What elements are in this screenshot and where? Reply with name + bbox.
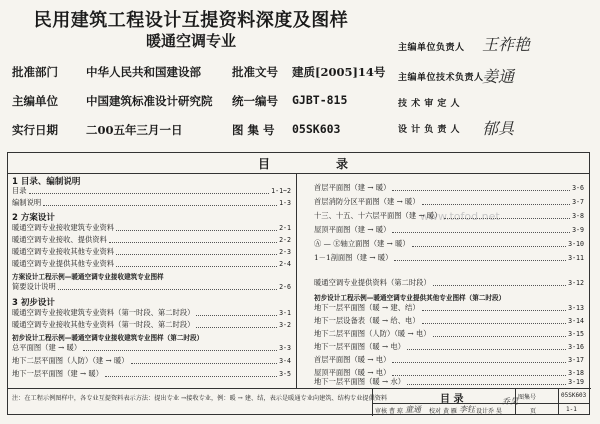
toc-row[interactable]: 暖通空调专业接收其他专业资料 2-3 (12, 246, 291, 256)
watermark: www.tofod.net (420, 210, 500, 223)
title-block-design-label: 设计 (476, 408, 489, 415)
toc-column-divider (296, 173, 297, 388)
toc-row[interactable]: 首层平面图（建 → 暖） 3-6 (314, 182, 584, 192)
signoff-signature: 姜通 (482, 67, 515, 86)
title-block-design-signature: 乔昊 (502, 397, 518, 406)
signoff-role: 设 计 负 责 人 (398, 125, 461, 135)
signoff-role: 技 术 审 定 人 (398, 99, 461, 109)
toc-row[interactable]: 地下一层平面图（暖 → 水） 3-19 (314, 376, 584, 386)
toc-row[interactable]: 地下一层平面图（建 → 暖） 3-5 (12, 368, 291, 378)
toc-row[interactable]: 1－1剖面图（建 → 暖） 3-11 (314, 252, 584, 262)
toc-subsection-title: 初步设计工程示例—暖通空调专业接收建筑专业图样（第二时段） (12, 334, 204, 342)
toc-section-title: 2 方案设计 (12, 213, 55, 223)
toc-row[interactable]: 首层平面图（暖 → 电） 3-17 (314, 354, 584, 364)
info-value-atlas-no: 05SK603 (292, 122, 341, 136)
toc-row[interactable]: 总平面图（建 → 暖） 3-3 (12, 342, 291, 352)
toc-row[interactable]: 屋顶平面图（暖 → 电） 3-18 (314, 367, 584, 377)
title-block-review-label: 审核 (375, 408, 388, 415)
title-block-atlas-label: 图集号 (518, 394, 537, 401)
toc-row[interactable]: 暖通空调专业接收建筑专业资料 2-1 (12, 222, 291, 232)
info-value-approval-no: 建质[2005]14号 (292, 65, 386, 79)
footnote: 注：在工程示例图样中，各专业互提资料表示方法：提出专业 →接收专业，例：暖 → 建、结，表示是暖通专业向建筑、结构专业提供资料 (12, 395, 388, 402)
toc-section-title: 3 初步设计 (12, 298, 55, 308)
title-block-review-name: 曹 琼 (389, 408, 403, 415)
title-block-check-signature: 李钰 (459, 405, 475, 414)
toc-row[interactable]: 十三、十五、十六层平面图（建 → 暖） 3-8 (314, 210, 584, 220)
info-label-editor: 主编单位 (12, 94, 58, 108)
info-label-approval-no: 批准文号 (232, 65, 278, 79)
info-value-editor: 中国建筑标准设计研究院 (86, 94, 213, 108)
info-label-approval-dept: 批准部门 (12, 65, 58, 79)
title-block-atlas-value: 05SK603 (561, 392, 587, 399)
toc-row[interactable]: 地下一层平面图（暖 → 电） 3-16 (314, 341, 584, 351)
toc-row[interactable]: 暖通空调专业接收其他专业资料（第一时段、第二时段） 3-2 (12, 319, 291, 329)
title-block-design-name: 乔 昊 (488, 408, 502, 415)
signoff-signature: 郁具 (482, 119, 515, 138)
toc-subsection-title: 方案设计工程示例—暖通空调专业接收建筑专业图样 (12, 273, 164, 281)
signoff-signature: 王祚艳 (482, 35, 531, 54)
info-value-unified-no: GJBT-815 (292, 93, 348, 107)
atlas-title: 民用建筑工程设计互提资料深度及图样 (33, 10, 349, 31)
title-block-check-name: 黄 雁 (443, 408, 457, 415)
toc-heading-right: 录 (336, 157, 349, 171)
toc-row[interactable]: 编制说明 1-3 (12, 197, 291, 207)
toc-row[interactable]: 暖通空调专业接收、提供资料 2-2 (12, 234, 291, 244)
info-value-effective-date: 二00五年三月一日 (86, 123, 183, 137)
toc-header-rule (7, 173, 590, 174)
toc-row[interactable]: 地下一层设备表（暖 → 给、电） 3-14 (314, 315, 584, 325)
title-block-page-value: 1-1 (566, 406, 577, 413)
toc-row[interactable]: 目录 1-1~2 (12, 185, 291, 195)
title-block-divider (558, 388, 559, 415)
title-block-page-label: 页 (530, 408, 537, 415)
info-label-unified-no: 统一编号 (232, 94, 278, 108)
info-label-effective-date: 实行日期 (12, 123, 58, 137)
toc-heading-left: 目 (258, 157, 271, 171)
title-block-review-signature: 童通 (405, 405, 421, 414)
toc-row[interactable]: Ⓐ — Ⓔ轴立面图（建 → 暖） 3-10 (314, 238, 584, 248)
toc-row[interactable]: 简要设计说明 2-6 (12, 281, 291, 291)
title-block-title: 目 录 (440, 394, 464, 405)
toc-row[interactable]: 地下二层平面图（人防）（暖 → 电） 3-15 (314, 328, 584, 338)
info-value-approval-dept: 中华人民共和国建设部 (86, 65, 201, 79)
toc-row[interactable]: 暖通空调专业提供资料（第二时段） 3-12 (314, 277, 584, 287)
signoff-role: 主编单位技术负责人 (398, 73, 484, 83)
toc-row[interactable]: 暖通空调专业提供其他专业资料 2-4 (12, 258, 291, 268)
info-label-atlas-no: 图 集 号 (232, 123, 275, 137)
atlas-subtitle: 暖通空调专业 (145, 32, 236, 50)
toc-row[interactable]: 地下一层平面图（暖 → 建、结） 3-13 (314, 302, 584, 312)
toc-row[interactable]: 暖通空调专业接收建筑专业资料（第一时段、第二时段） 3-1 (12, 307, 291, 317)
title-block-check-label: 校对 (429, 408, 442, 415)
toc-row[interactable]: 地下二层平面图（人防）（建 → 暖） 3-4 (12, 355, 291, 365)
toc-section-title: 1 目录、编制说明 (12, 177, 81, 187)
toc-row[interactable]: 首层消防分区平面图（建 → 暖） 3-7 (314, 196, 584, 206)
signoff-role: 主编单位负责人 (398, 43, 465, 53)
toc-row[interactable]: 屋顶平面图（建 → 暖） 3-9 (314, 224, 584, 234)
toc-subsection-title: 初步设计工程示例—暖通空调专业提供其他专业图样（第二时段） (314, 294, 506, 302)
